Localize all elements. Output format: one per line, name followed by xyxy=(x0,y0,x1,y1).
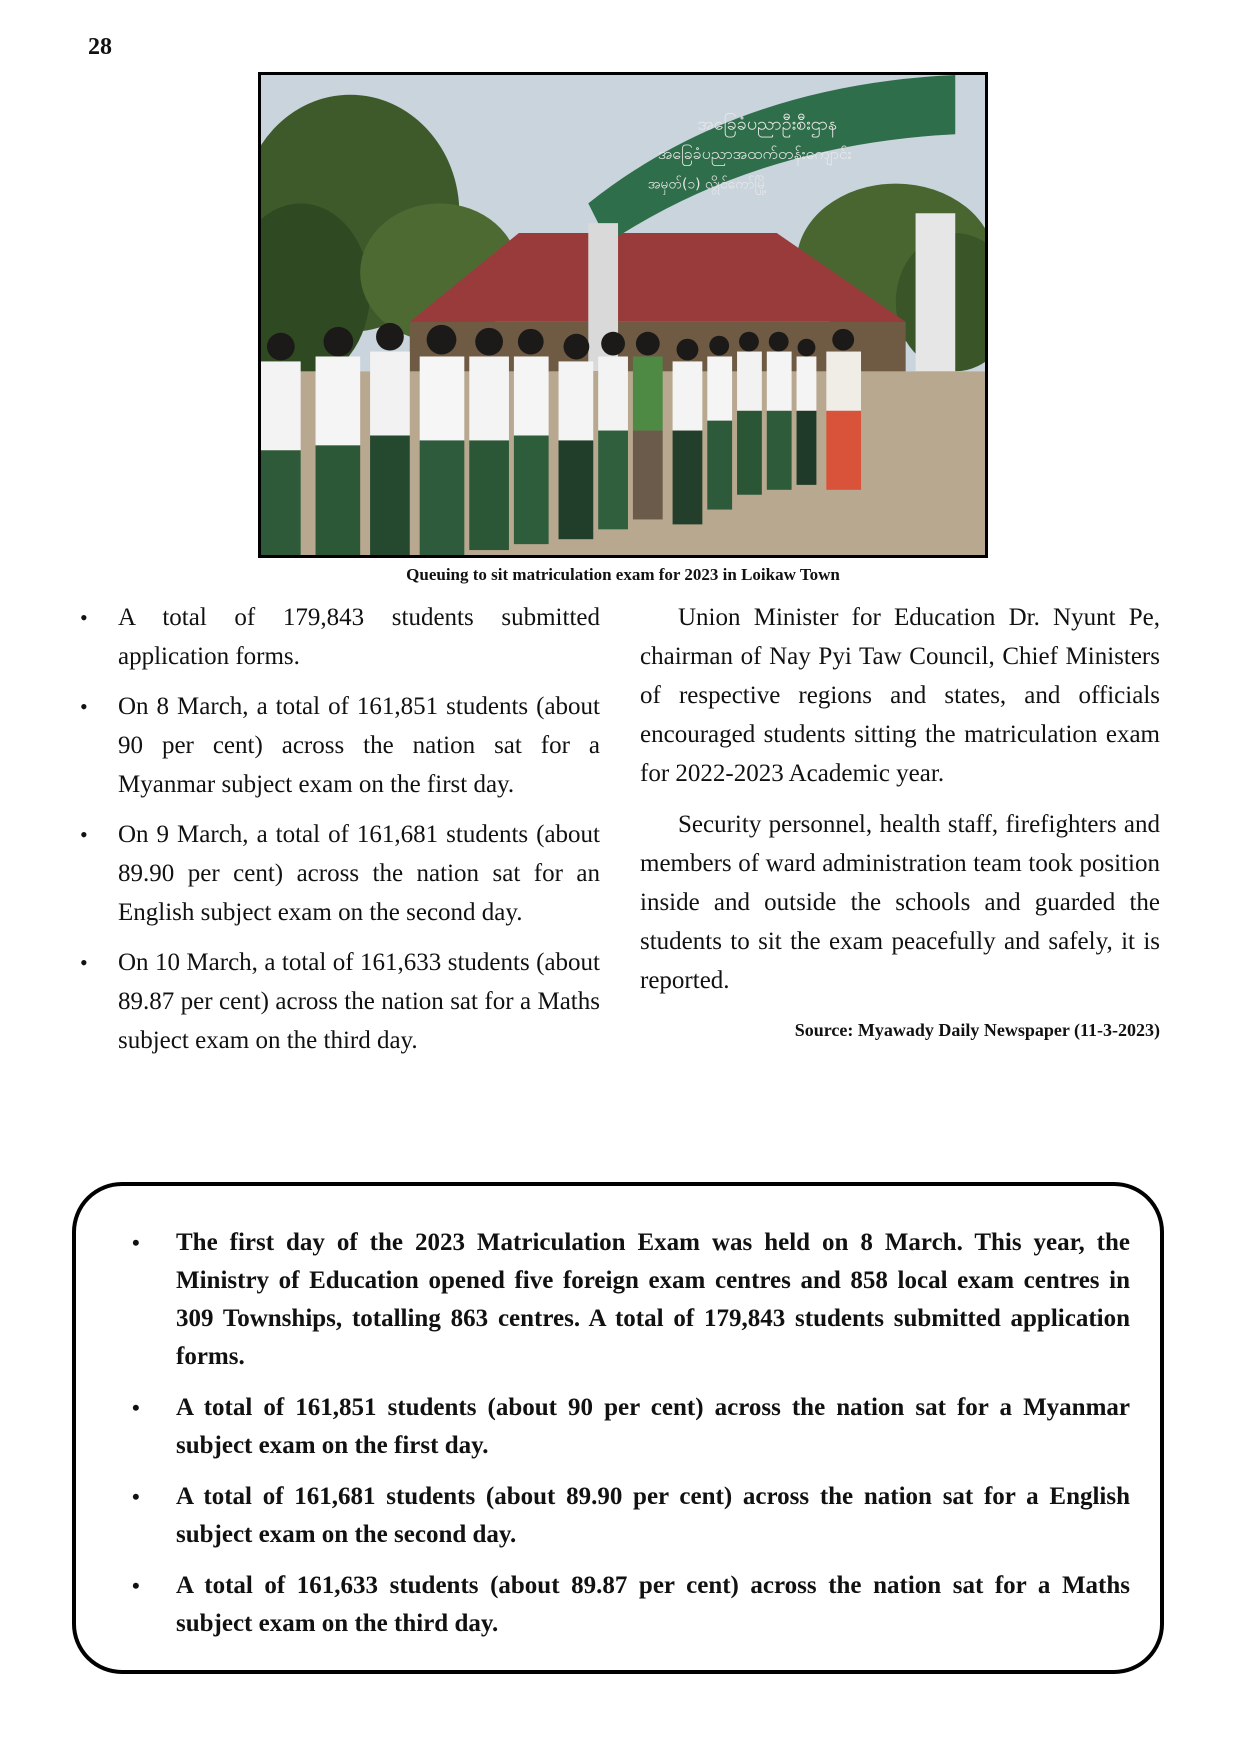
left-column xyxy=(80,598,600,1071)
list-item: • A total of 161,681 students (about 89.90 per cent) across the nation sat for a English subject exam on the second day. xyxy=(132,1478,1130,1554)
photo-exam-queue xyxy=(258,72,988,558)
source-credit: Source: Myawady Daily Newspaper (11-3-2023) xyxy=(794,1020,1160,1040)
summary-bullet-list xyxy=(132,1224,1130,1643)
photo-caption: Queuing to sit matriculation exam for 2023 in Loikaw Town xyxy=(406,565,840,584)
arch-sign-text-2: အခြေခံပညာအထက်တန်းကျောင်း xyxy=(657,143,852,163)
arch-sign-text-3: အမှတ်(၁) လွိုင်ကော်မြို့ xyxy=(647,176,767,193)
arch-sign-text-1: အခြေခံပညာဦးစီးဌာန xyxy=(697,113,838,135)
page-number: 28 xyxy=(88,34,112,60)
list-item: • A total of 161,633 students (about 89.87 per cent) across the nation sat for a Maths subject exam on the third day. xyxy=(132,1567,1130,1643)
photo-illustration xyxy=(261,75,985,555)
list-item: • On 10 March, a total of 161,633 students (about 89.87 per cent) across the nation sat for a Maths subject exam on the third day. xyxy=(80,943,600,1060)
list-item: • A total of 161,851 students (about 90 per cent) across the nation sat for a Myanmar subject exam on the first day. xyxy=(132,1389,1130,1465)
paragraph: Security personnel, health staff, firefighters and members of ward administration team took position inside and outside the schools and guarded the students to sit the exam peacefully and safely, it is reported. xyxy=(640,811,1160,994)
right-column xyxy=(640,598,1160,1041)
summary-box xyxy=(72,1182,1164,1674)
list-item: • On 9 March, a total of 161,681 students (about 89.90 per cent) across the nation sat for an English subject exam on the second day. xyxy=(80,815,600,932)
list-item: • The first day of the 2023 Matriculation Exam was held on 8 March. This year, the Ministry of Education opened five foreign exam centres and 858 local exam centres in 309 Townships, totalling 863 centres. A total of 179,843 students submitted application forms. xyxy=(132,1224,1130,1376)
list-item: • On 8 March, a total of 161,851 students (about 90 per cent) across the nation sat for a Myanmar subject exam on the first day. xyxy=(80,687,600,804)
list-item: • A total of 179,843 students submitted application forms. xyxy=(80,598,600,676)
paragraph: Union Minister for Education Dr. Nyunt Pe, chairman of Nay Pyi Taw Council, Chief Ministers of respective regions and states, and officials encouraged students sitting the matriculation exam for 2022-2023 Academic year. xyxy=(640,604,1160,787)
left-bullet-list xyxy=(80,598,600,1060)
